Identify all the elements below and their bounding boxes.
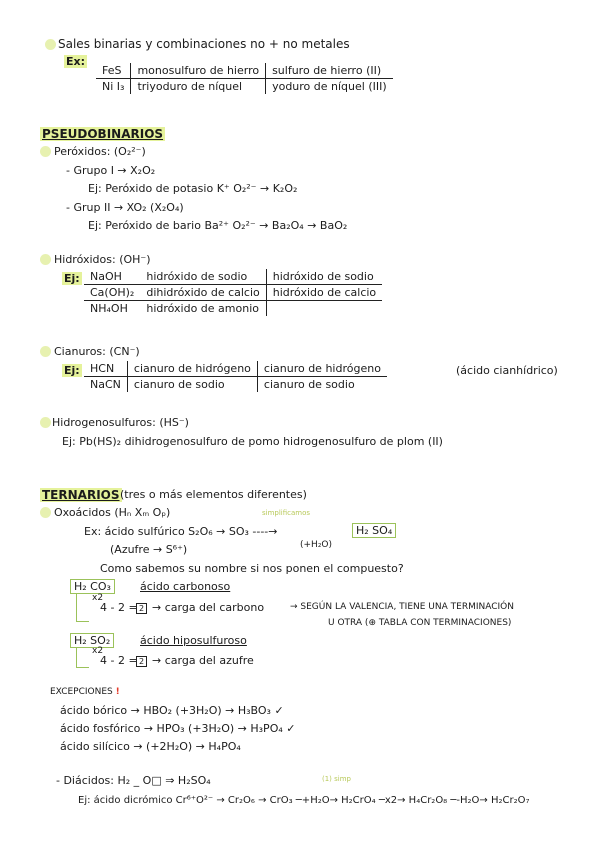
cell: dihidróxido de calcio	[140, 285, 266, 301]
ex-label: Ex:	[66, 55, 86, 68]
question-line: Como sabemos su nombre si nos ponen el compuesto?	[100, 562, 404, 575]
bracket-line	[76, 647, 89, 668]
diacidos-example: Ej: ácido dicrómico Cr⁶⁺O²⁻ → Cr₂O₆ → CrO₃ ─+H₂O→ H₂CrO₄ ─x2→ H₄Cr₂O₈ ─-H₂O→ H₂Cr₂O₇	[78, 795, 530, 806]
cell: hidróxido de sodio	[140, 269, 266, 285]
table-row	[84, 269, 382, 285]
cell: cianuro de hidrógeno	[257, 361, 387, 377]
section-title-pseudobinarios: PSEUDOBINARIOS	[42, 127, 164, 141]
grupo2-line: - Grup II → XO₂ (X₂O₄)	[66, 201, 184, 214]
diacidos-heading: - Diácidos: H₂ _ O□ ⇒ H₂SO₄	[56, 774, 211, 787]
u-otra-note: U OTRA (⊕ TABLA CON TERMINACIONES)	[328, 618, 512, 628]
segun-valencia-note: → SEGÚN LA VALENCIA, TIENE UNA TERMINACIÓN	[290, 602, 514, 612]
carga-azufre: → carga del azufre	[152, 654, 254, 667]
cell: cianuro de sodio	[127, 377, 257, 393]
excepciones-heading	[50, 687, 120, 698]
cell: hidróxido de sodio	[266, 269, 382, 285]
x2-note: x2	[92, 593, 104, 603]
oxoacidos-heading: Oxoácidos (Hₙ Xₘ Oₚ)	[54, 506, 171, 519]
cell: HCN	[84, 361, 127, 377]
exception-fosforico: ácido fosfórico → HPO₃ (+3H₂O) → H₃PO₄ ✓	[60, 722, 296, 735]
exception-borico: ácido bórico → HBO₂ (+3H₂O) → H₃BO₃ ✓	[60, 704, 284, 717]
hidroxidos-heading: Hidróxidos: (OH⁻)	[54, 253, 151, 266]
acido-cianhidrico-note: (ácido cianhídrico)	[456, 364, 558, 377]
ternarios-subtitle: (tres o más elementos diferentes)	[120, 488, 307, 501]
table-row	[84, 285, 382, 301]
peroxidos-heading: Peróxidos: (O₂²⁻)	[54, 145, 146, 158]
carga-carbono: → carga del carbono	[152, 601, 265, 614]
hidrogenosulfuros-example: Ej: Pb(HS)₂ dihidrogenosulfuro de pomo hidrogenosulfuro de plom (II)	[62, 435, 443, 448]
cell: NaOH	[84, 269, 140, 285]
cell: hidróxido de amonio	[146, 302, 259, 315]
calc-carbono: 4 - 2 =	[100, 601, 138, 614]
hidrogenosulfuros-heading: Hidrogenosulfuros: (HS⁻)	[52, 416, 189, 429]
grupo1-line: - Grupo I → X₂O₂	[66, 164, 156, 177]
cell: Ni I₃	[102, 80, 125, 93]
bullet-dot	[40, 146, 51, 157]
cell	[266, 301, 382, 317]
heading-sales: Sales binarias y combinaciones no + no metales	[58, 37, 350, 51]
grupo2-example: Ej: Peróxido de bario Ba²⁺ O₂²⁻ → Ba₂O₄ → BaO₂	[88, 219, 348, 232]
bullet-dot	[40, 507, 51, 518]
grupo1-example: Ej: Peróxido de potasio K⁺ O₂²⁻ → K₂O₂	[88, 182, 298, 195]
simplificamos-note: simplificamos	[262, 509, 311, 517]
cianuros-heading: Cianuros: (CN⁻)	[54, 345, 140, 358]
cell: Ca(OH)₂	[84, 285, 140, 301]
formula-h2co3: H₂ CO₃	[70, 579, 115, 594]
hidroxidos-table	[84, 269, 382, 316]
excepciones-label: EXCEPCIONES	[50, 687, 113, 697]
exclamation-icon: !	[115, 687, 120, 697]
acido-carbonoso: ácido carbonoso	[140, 580, 231, 593]
cianuros-table	[84, 361, 387, 392]
formula-h2so2: H₂ SO₂	[70, 633, 114, 648]
table-row	[84, 377, 387, 393]
sales-table	[96, 63, 393, 94]
cell: NaCN	[90, 378, 121, 391]
x2-note: x2	[92, 646, 104, 656]
bullet-dot	[40, 254, 51, 265]
table-row	[96, 79, 393, 95]
acido-hiposulfuroso: ácido hiposulfuroso	[140, 634, 247, 647]
charge-box: 2	[136, 656, 147, 667]
table-row	[96, 63, 393, 79]
section-title-ternarios: TERNARIOS	[42, 488, 120, 502]
exception-silicico: ácido silícico → (+2H₂O) → H₄PO₄	[60, 740, 241, 753]
bullet-dot	[45, 39, 56, 50]
cell: hidróxido de calcio	[266, 285, 382, 301]
table-row	[84, 301, 382, 317]
calc-azufre: 4 - 2 =	[100, 654, 138, 667]
ej-label: Ej:	[64, 272, 80, 285]
bullet-dot	[40, 346, 51, 357]
bullet-dot	[40, 417, 51, 428]
ej-label: Ej:	[64, 364, 80, 377]
cell: NH₄OH	[90, 302, 128, 315]
cell: sulfuro de hierro (II)	[266, 63, 393, 79]
plus-h2o-note: (+H₂O)	[300, 540, 333, 550]
table-row	[84, 361, 387, 377]
cell: yoduro de níquel (III)	[266, 79, 393, 95]
ex-sulfurico-line: Ex: ácido sulfúrico S₂O₆ → SO₃ ----→	[84, 525, 278, 538]
note-1: (1) simp	[322, 775, 351, 783]
cell: cianuro de hidrógeno	[127, 361, 257, 377]
cell: monosulfuro de hierro	[131, 63, 266, 79]
azufre-note: (Azufre → S⁶⁺)	[110, 543, 188, 556]
charge-box: 2	[136, 603, 147, 614]
cell: FeS	[96, 63, 131, 79]
bracket-line	[76, 593, 89, 622]
cell: triyoduro de níquel	[131, 79, 266, 95]
cell: cianuro de sodio	[257, 377, 387, 393]
formula-h2so4: H₂ SO₄	[352, 523, 396, 538]
